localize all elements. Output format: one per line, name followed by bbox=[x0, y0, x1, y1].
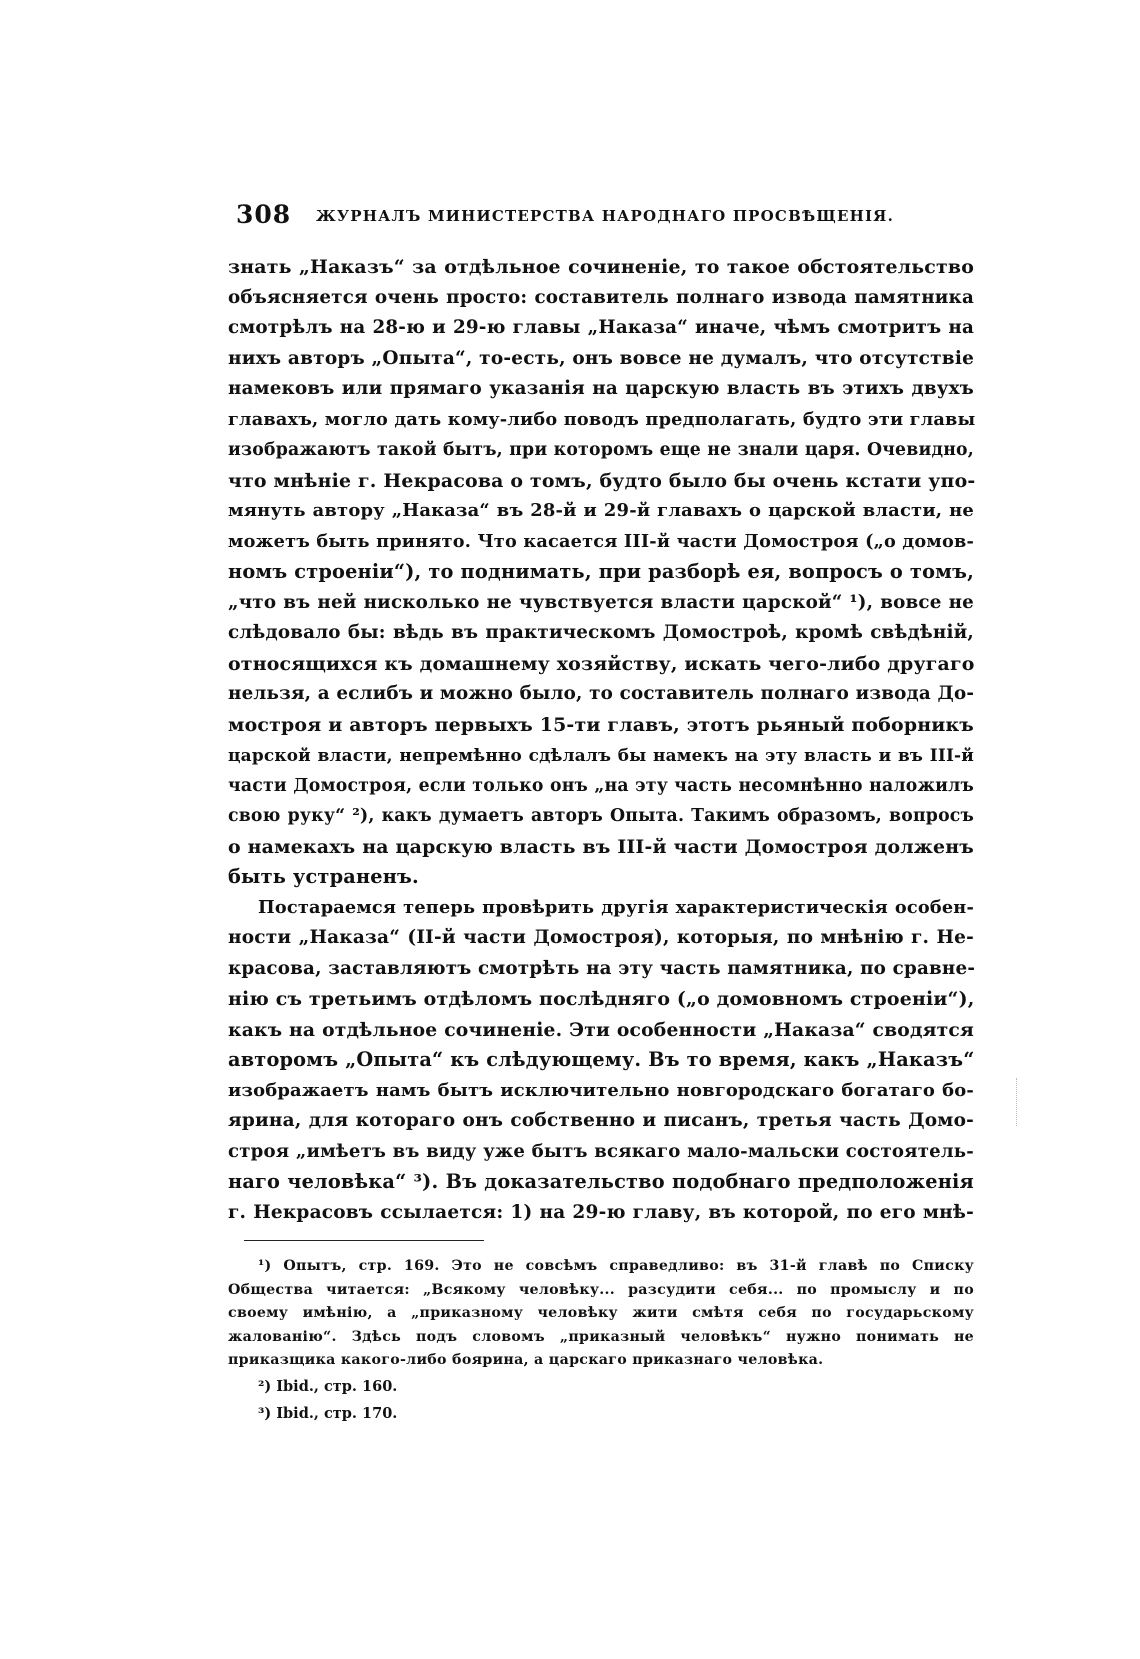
text-line: намековъ или прямаго указанія на царскую власть въ этихъ двухъ bbox=[228, 378, 974, 399]
text-line: можетъ быть принято. Что касается III-й части Домостроя („о домов- bbox=[228, 530, 974, 552]
text-line: части Домостроя, если только онъ „на эту часть несомнѣнно наложилъ bbox=[228, 775, 974, 796]
footnote-1-line: приказщика какого-либо боярина, а царскаго приказнаго человѣка. bbox=[228, 1352, 824, 1368]
text-line: г. Некрасовъ ссылается: 1) на 29-ю главу, въ которой, по его мнѣ- bbox=[228, 1201, 974, 1223]
text-line: слѣдовало бы: вѣдь въ практическомъ Домостроѣ, кромѣ свѣдѣній, bbox=[228, 622, 974, 643]
footnote-1-line: ¹) Опытъ, стр. 169. Это не совсѣмъ справедливо: въ 31-й главѣ по Списку bbox=[258, 1258, 974, 1274]
text-line: „что въ ней нисколько не чувствуется власти царской“ ¹), вовсе не bbox=[228, 591, 974, 613]
text-line: знать „Наказъ“ за отдѣльное сочиненіе, то такое обстоятельство bbox=[228, 256, 974, 278]
text-line: красова, заставляютъ смотрѣть на эту часть памятника, по сравне- bbox=[228, 957, 976, 979]
text-line: нихъ авторъ „Опыта“, то-есть, онъ вовсе не думалъ, что отсутствіе bbox=[228, 347, 975, 369]
text-line: ности „Наказа“ (II-й части Домостроя), которыя, по мнѣнію г. Не- bbox=[228, 927, 974, 948]
text-line: о намекахъ на царскую власть въ III-й части Домостроя долженъ bbox=[228, 835, 974, 858]
text-line: Постараемся теперь провѣрить другія характеристическія особен- bbox=[258, 896, 974, 918]
journal-title: ЖУРНАЛЪ МИНИСТЕРСТВА НАРОДНАГО ПРОСВѢЩЕНІЯ. bbox=[316, 207, 895, 225]
text-line: царской власти, непремѣнно сдѣлалъ бы намекъ на эту власть и въ III-й bbox=[228, 745, 974, 765]
text-line: нію съ третьимъ отдѣломъ послѣдняго („о домовномъ строеніи“), bbox=[228, 988, 975, 1010]
running-head bbox=[228, 200, 974, 234]
text-line: нельзя, а еслибъ и можно было, то составитель полнаго извода До- bbox=[228, 683, 975, 704]
text-line: объясняется очень просто: составитель полнаго извода памятника bbox=[228, 286, 974, 308]
text-line: авторомъ „Опыта“ къ слѣдующему. Въ то время, какъ „Наказъ“ bbox=[228, 1048, 975, 1071]
footnote-3: ³) Ibid., стр. 170. bbox=[258, 1404, 398, 1422]
paragraph-1 bbox=[228, 252, 974, 893]
paragraph-2 bbox=[228, 893, 974, 1229]
text-line: мостроя и авторъ первыхъ 15-ти главъ, этотъ рьяный поборникъ bbox=[228, 713, 974, 736]
text-line: мянуть автору „Наказа“ въ 28-й и 29-й главахъ о царской власти, не bbox=[228, 500, 974, 521]
text-line: что мнѣніе г. Некрасова о томъ, будто было бы очень кстати упо- bbox=[228, 469, 976, 492]
book-page bbox=[228, 200, 974, 1427]
footnote-1-line: своему имѣнію, а „приказному человѣку жити смѣтя себя по государьскому bbox=[228, 1305, 974, 1321]
text-line: изображаютъ такой бытъ, при которомъ еще не знали царя. Очевидно, bbox=[228, 440, 974, 460]
text-line: номъ строеніи“), то поднимать, при разборѣ ея, вопросъ о томъ, bbox=[228, 560, 974, 583]
page-number: 308 bbox=[236, 200, 292, 229]
text-line: какъ на отдѣльное сочиненіе. Эти особенности „Наказа“ сводятся bbox=[228, 1018, 974, 1041]
text-line: относящихся къ домашнему хозяйству, искать чего-либо другаго bbox=[228, 652, 975, 675]
text-line: главахъ, могло дать кому-либо поводъ предполагать, будто эти главы bbox=[228, 408, 976, 430]
text-line: свою руку“ ²), какъ думаетъ авторъ Опыта. Такимъ образомъ, вопросъ bbox=[228, 806, 974, 826]
footnotes bbox=[228, 1255, 974, 1427]
text-line: наго человѣка“ ³). Въ доказательство подобнаго предположенія bbox=[228, 1170, 974, 1193]
text-line: смотрѣлъ на 28-ю и 29-ю главы „Наказа“ иначе, чѣмъ смотритъ на bbox=[228, 317, 974, 338]
footnote-1-line: Общества читается: „Всякому человѣку... разсудити себя... по промыслу и по bbox=[228, 1281, 974, 1298]
scan-margin-marks bbox=[1016, 1078, 1023, 1126]
text-line: быть устраненъ. bbox=[228, 865, 419, 888]
footnote-2: ²) Ibid., стр. 160. bbox=[258, 1377, 398, 1395]
text-line: строя „имѣетъ въ виду уже бытъ всякаго мало-мальски состоятель- bbox=[228, 1140, 974, 1162]
text-line: изображаетъ намъ бытъ исключительно новгородскаго богатаго бо- bbox=[228, 1079, 974, 1101]
text-line: ярина, для котораго онъ собственно и писанъ, третья часть Домо- bbox=[228, 1110, 974, 1131]
footnote-separator bbox=[244, 1240, 484, 1241]
footnote-1-line: жалованію“. Здѣсь подъ словомъ „приказный человѣкъ“ нужно понимать не bbox=[228, 1328, 974, 1345]
